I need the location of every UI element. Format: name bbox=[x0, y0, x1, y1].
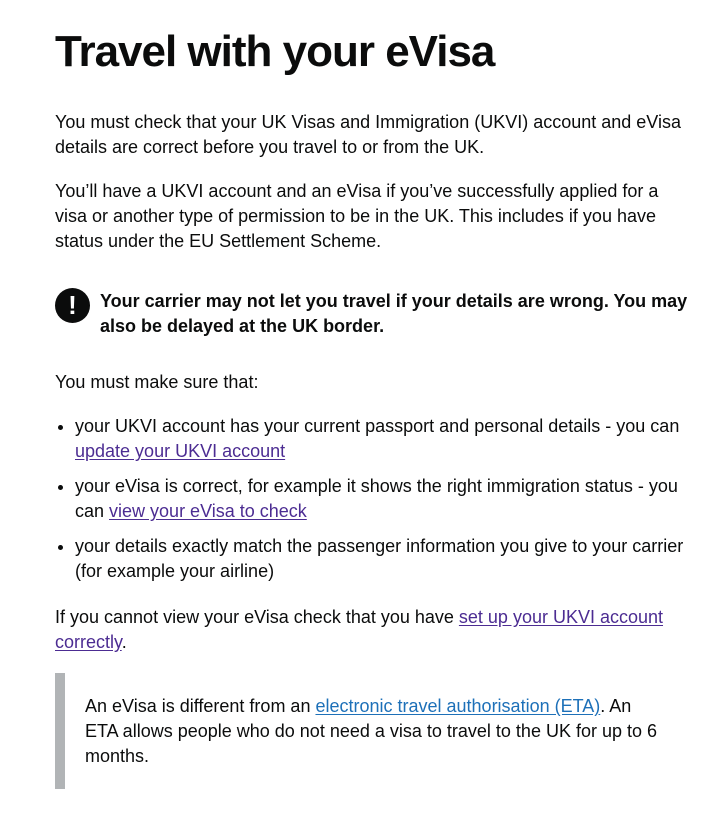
inset-before: An eVisa is different from an bbox=[85, 696, 316, 716]
inset-text bbox=[55, 673, 675, 789]
view-evisa-link[interactable]: view your eVisa to check bbox=[109, 501, 307, 521]
must-make-sure-intro: You must make sure that: bbox=[55, 372, 259, 392]
page-title: Travel with your eVisa bbox=[55, 27, 495, 76]
warning-text: Your carrier may not let you travel if your details are wrong. You may also be delayed at the UK border. bbox=[100, 291, 688, 336]
set-up-ukvi-account-link[interactable]: set up your UKVI account correctly bbox=[55, 607, 664, 652]
list-item-text: your eVisa is correct, for example it shows the right immigration status - you can bbox=[75, 476, 678, 521]
eta-link[interactable]: electronic travel authorisation (ETA) bbox=[315, 696, 601, 716]
list-item-text: your UKVI account has your current passport and personal details - you can bbox=[75, 416, 680, 436]
update-ukvi-account-link[interactable]: update your UKVI account bbox=[75, 441, 286, 461]
cannot-view-paragraph bbox=[55, 605, 675, 655]
cannot-view-text: If you cannot view your eVisa check that you have bbox=[55, 607, 459, 627]
inset-after: . An ETA allows people who do not need a visa to travel to the UK for up to 6 months. bbox=[85, 696, 658, 766]
list-item bbox=[55, 534, 695, 584]
warning-icon: ! bbox=[55, 288, 90, 323]
intro-paragraph-1: You must check that your UK Visas and Immigration (UKVI) account and eVisa details are correct before you travel to or from the UK. bbox=[55, 112, 681, 157]
inset-paragraph bbox=[85, 694, 665, 769]
list-item-text: your details exactly match the passenger information you give to your carrier (for example your airline) bbox=[75, 536, 684, 581]
list-item bbox=[55, 414, 695, 464]
requirements-list bbox=[55, 414, 695, 594]
cannot-view-after: . bbox=[121, 632, 127, 652]
intro-paragraph-2: You’ll have a UKVI account and an eVisa if you’ve successfully applied for a visa or another type of permission to be in the UK. This includes if you have status under the EU Settlement Scheme. bbox=[55, 181, 659, 251]
list-item bbox=[55, 474, 695, 524]
